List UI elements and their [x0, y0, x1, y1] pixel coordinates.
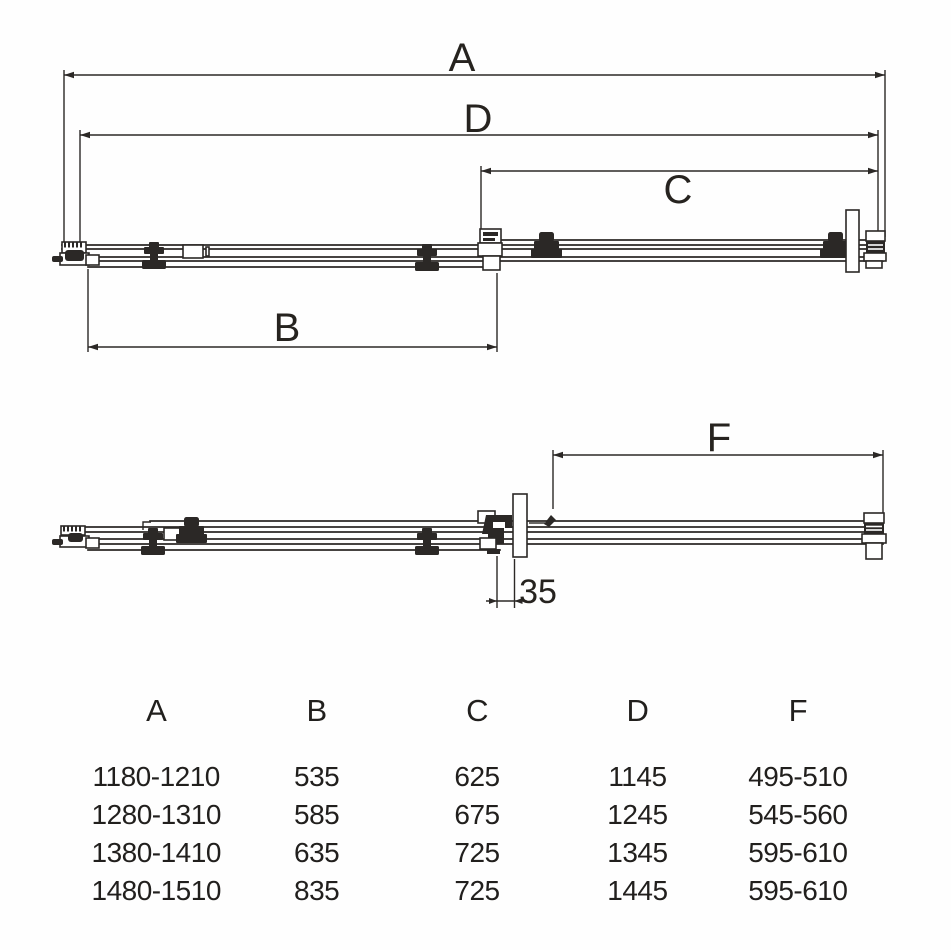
middle-view-diagram — [52, 416, 886, 611]
table-cell: 595-610 — [748, 875, 848, 906]
dim-label-D: D — [463, 97, 493, 141]
table-cell: 1345 — [607, 837, 668, 868]
dim-label-C: C — [663, 168, 693, 212]
middle-left-end-cap — [52, 526, 99, 548]
table-cell: 725 — [454, 837, 500, 868]
dim-label-F: F — [706, 416, 732, 460]
dimension-B — [88, 269, 497, 352]
size-table-header-row — [76, 688, 878, 734]
table-cell: 1380-1410 — [91, 837, 221, 868]
dimension-D — [80, 97, 878, 247]
table-cell: 675 — [454, 799, 500, 830]
top-guide-block — [183, 245, 209, 258]
top-right-end-cap — [864, 231, 886, 268]
middle-glass-panel — [513, 494, 527, 557]
table-cell: 1145 — [608, 761, 667, 792]
table-cell: 725 — [454, 875, 500, 906]
table-cell: 835 — [294, 875, 340, 906]
table-cell: 585 — [294, 799, 340, 830]
top-spool-center — [531, 232, 562, 258]
table-cell: 595-610 — [748, 837, 848, 868]
top-roller-left — [142, 242, 166, 269]
table-header-C: C — [466, 693, 488, 728]
top-glass-panel-edge — [846, 210, 859, 272]
dimension-A — [64, 36, 885, 247]
size-table-body — [76, 758, 878, 910]
table-cell: 535 — [294, 761, 340, 792]
table-cell: 1480-1510 — [91, 875, 221, 906]
size-table — [76, 688, 878, 910]
table-header-A: A — [146, 693, 167, 728]
table-row — [76, 758, 878, 796]
table-cell: 1180-1210 — [92, 761, 220, 792]
top-view-diagram — [52, 36, 886, 352]
table-header-F: F — [788, 693, 808, 728]
middle-right-end-cap — [862, 513, 886, 559]
table-header-B: B — [306, 693, 327, 728]
table-header-D: D — [626, 693, 649, 728]
table-row — [76, 834, 878, 872]
table-row — [76, 796, 878, 834]
dimension-offset-35 — [486, 556, 557, 611]
table-cell: 1245 — [607, 799, 668, 830]
dim-label-35: 35 — [519, 573, 557, 611]
dim-label-A: A — [448, 36, 476, 80]
table-cell: 1445 — [607, 875, 668, 906]
table-cell: 495-510 — [748, 761, 848, 792]
table-row — [76, 872, 878, 910]
dimension-C — [481, 166, 878, 239]
table-cell: 635 — [294, 837, 340, 868]
dimension-F — [553, 416, 883, 513]
dim-label-B: B — [273, 306, 301, 350]
top-center-assembly — [478, 229, 502, 270]
table-cell: 545-560 — [748, 799, 848, 830]
table-cell: 625 — [454, 761, 500, 792]
table-cell: 1280-1310 — [91, 799, 221, 830]
